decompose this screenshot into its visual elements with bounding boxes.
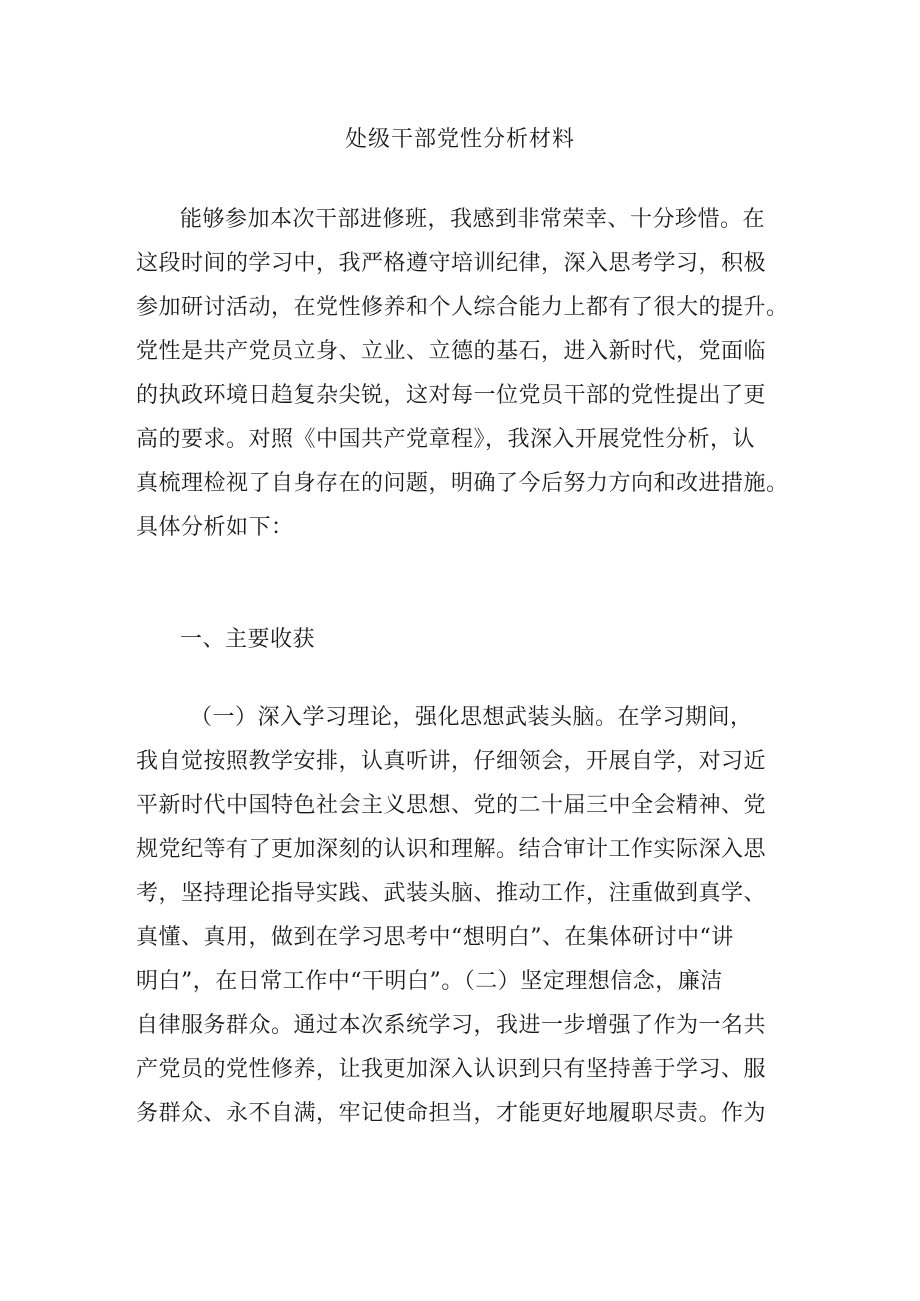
paragraph-line: 规党纪等有了更加深刻的认识和理解。结合审计工作实际深入思 bbox=[136, 837, 767, 862]
paragraph-line: （一）深入学习理论，强化思想武装头脑。在学习期间， bbox=[190, 705, 753, 730]
section-heading: 一、主要收获 bbox=[180, 627, 316, 652]
paragraph-line: 具体分析如下： bbox=[136, 515, 294, 540]
paragraph-line: 的执政环境日趋复杂尖锐，这对每一位党员干部的党性提出了更 bbox=[136, 383, 767, 408]
paragraph-line: 真懂、真用，做到在学习思考中“想明白”、在集体研讨中“讲 bbox=[136, 925, 734, 950]
paragraph-line: 党性是共产党员立身、立业、立德的基石，进入新时代，党面临 bbox=[136, 339, 767, 364]
section-paragraph bbox=[136, 696, 788, 1136]
intro-paragraph bbox=[136, 198, 788, 550]
paragraph-line: 参加研讨活动，在党性修养和个人综合能力上都有了很大的提升。 bbox=[136, 295, 789, 320]
document-title: 处级干部党性分析材料 bbox=[344, 127, 575, 152]
paragraph-line: 产党员的党性修养，让我更加深入认识到只有坚持善于学习、服 bbox=[136, 1057, 767, 1082]
paragraph-line: 考，坚持理论指导实践、武装头脑、推动工作，注重做到真学、 bbox=[136, 881, 767, 906]
paragraph-line: 明白”，在日常工作中“干明白”。（二）坚定理想信念，廉洁 bbox=[136, 969, 723, 994]
paragraph-line: 务群众、永不自满，牢记使命担当，才能更好地履职尽责。作为 bbox=[136, 1101, 767, 1126]
paragraph-line: 高的要求。对照《中国共产党章程》，我深入开展党性分析，认 bbox=[136, 427, 756, 452]
paragraph-line: 自律服务群众。通过本次系统学习，我进一步增强了作为一名共 bbox=[136, 1013, 767, 1038]
paragraph-line: 真梳理检视了自身存在的问题，明确了今后努力方向和改进措施。 bbox=[136, 471, 789, 496]
paragraph-line: 这段时间的学习中，我严格遵守培训纪律，深入思考学习，积极 bbox=[136, 251, 767, 276]
paragraph-line: 能够参加本次干部进修班，我感到非常荣幸、十分珍惜。在 bbox=[180, 207, 766, 232]
paragraph-line: 平新时代中国特色社会主义思想、党的二十届三中全会精神、党 bbox=[136, 793, 767, 818]
paragraph-line: 我自觉按照教学安排，认真听讲，仔细领会，开展自学，对习近 bbox=[136, 749, 767, 774]
